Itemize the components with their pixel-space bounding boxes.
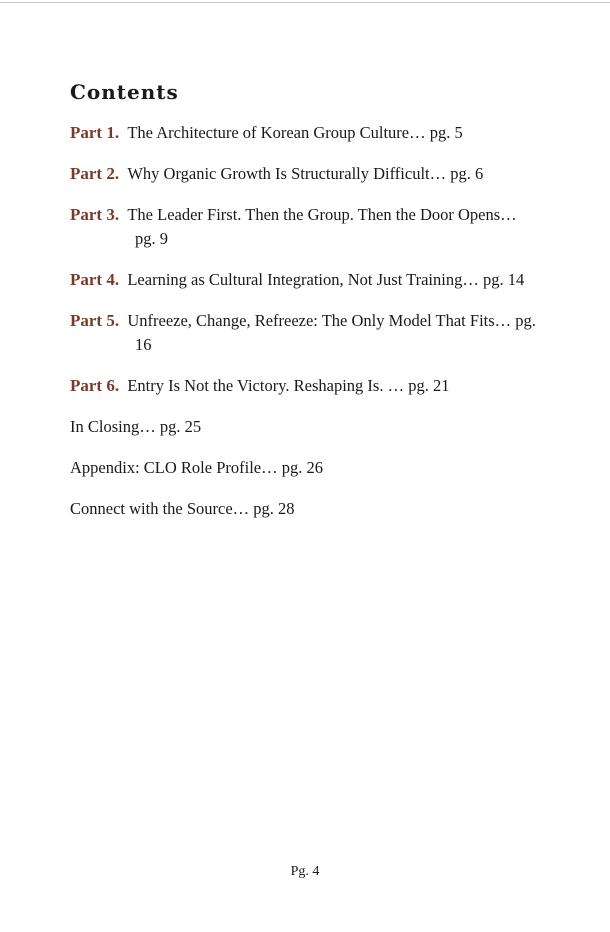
part-title: Unfreeze, Change, Refreeze: The Only Model That Fits… pg. 16 — [127, 311, 536, 354]
part-title: Learning as Cultural Integration, Not Just Training… pg. 14 — [127, 270, 525, 289]
toc-entry-in-closing[interactable]: In Closing… pg. 25 — [70, 417, 202, 436]
page-number: Pg. 4 — [290, 864, 320, 879]
part-label: Part 4. — [70, 270, 120, 289]
part-label: Part 5. — [70, 311, 120, 330]
part-label: Part 3. — [70, 205, 120, 224]
contents-heading: Contents — [70, 80, 179, 104]
part-title: The Leader First. Then the Group. Then the Door Opens… pg. 9 — [127, 205, 517, 248]
part-label: Part 6. — [70, 376, 120, 395]
part-label: Part 2. — [70, 164, 120, 183]
toc-entry-part-6[interactable] — [70, 374, 540, 398]
table-of-contents — [70, 80, 540, 538]
toc-entry-part-1[interactable] — [70, 121, 540, 145]
toc-entry-part-2[interactable] — [70, 162, 540, 186]
part-title: Why Organic Growth Is Structurally Difficult… pg. 6 — [127, 164, 484, 183]
part-title: The Architecture of Korean Group Culture… pg. 5 — [127, 123, 463, 142]
part-label: Part 1. — [70, 123, 120, 142]
part-title: Entry Is Not the Victory. Reshaping Is. … pg. 21 — [127, 376, 450, 395]
toc-entry-part-3[interactable] — [70, 203, 540, 251]
toc-entry-part-4[interactable] — [70, 268, 540, 292]
top-rule — [0, 2, 610, 3]
toc-entry-appendix[interactable]: Appendix: CLO Role Profile… pg. 26 — [70, 458, 323, 477]
toc-entry-part-5[interactable] — [70, 309, 540, 357]
toc-entry-connect[interactable]: Connect with the Source… pg. 28 — [70, 499, 295, 518]
toc-list — [70, 121, 540, 521]
